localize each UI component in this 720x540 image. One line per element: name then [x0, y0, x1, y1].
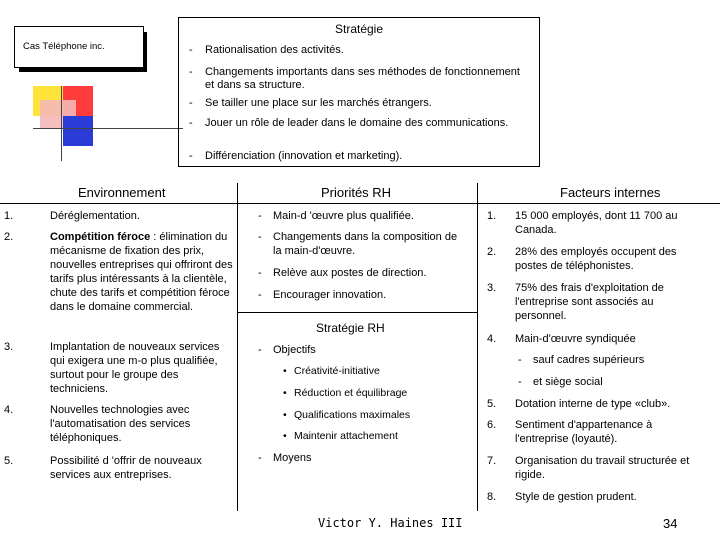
objectif-dot: •	[283, 430, 287, 442]
company-label: Cas Téléphone inc.	[23, 41, 105, 52]
env-num: 5.	[4, 455, 14, 467]
strategy-item: - Différenciation (innovation et marketing).	[189, 150, 403, 162]
strategie-rh-title: Stratégie RH	[316, 321, 385, 335]
objectif-item: Qualifications maximales	[294, 409, 411, 421]
fact-num: 3.	[487, 282, 497, 294]
env-text: Nouvelles technologies avec l'automatisation des services téléphoniques.	[50, 404, 191, 444]
objectif-item: Créativité-initiative	[294, 365, 380, 377]
env-text: Possibilité d 'offrir de nouveaux services aux entreprises.	[50, 455, 202, 481]
fact-text: 75% des frais d'exploitation de l'entreprise sont associés au personnel.	[515, 282, 664, 322]
decor-horizontal-line	[33, 128, 183, 129]
env-lead: Compétition féroce	[50, 231, 151, 243]
strategy-item: - Jouer un rôle de leader dans le domaine des communications.	[189, 117, 509, 129]
objectif-dot: •	[283, 387, 287, 399]
decor-blue-square	[63, 116, 93, 146]
strategie-rh-divider	[237, 312, 477, 313]
page-number: 34	[663, 516, 678, 531]
srh-bullet: -	[258, 344, 262, 356]
fact-text: Organisation du travail structurée et rigide.	[515, 455, 690, 481]
env-num: 3.	[4, 341, 14, 353]
fact-sub-bullet: -	[518, 376, 522, 388]
objectif-dot: •	[283, 365, 287, 377]
objectif-item: Maintenir attachement	[294, 430, 398, 442]
fact-text: Sentiment d'appartenance à l'entreprise (loyauté).	[515, 419, 653, 445]
section-divider	[0, 203, 720, 204]
env-num: 4.	[4, 404, 14, 416]
fact-text: 15 000 employés, dont 11 700 au Canada.	[515, 210, 678, 236]
fact-num: 8.	[487, 491, 497, 503]
prio-bullet: -	[258, 289, 262, 301]
strategy-item: - Rationalisation des activités.	[189, 44, 344, 56]
fact-text: Dotation interne de type «club».	[515, 398, 671, 410]
fact-num: 6.	[487, 419, 497, 431]
fact-text: Style de gestion prudent.	[515, 491, 637, 503]
strategy-box	[178, 17, 540, 167]
footer-author: Victor Y. Haines III	[318, 516, 463, 530]
strategy-title: Stratégie	[334, 22, 384, 36]
column-divider-right	[477, 183, 478, 511]
fact-num: 7.	[487, 455, 497, 467]
srh-bullet: -	[258, 452, 262, 464]
prio-bullet: -	[258, 231, 262, 243]
objectif-item: Réduction et équilibrage	[294, 387, 408, 399]
prio-bullet: -	[258, 267, 262, 279]
company-box	[14, 26, 144, 68]
fact-text: 28% des employés occupent des postes de téléphonistes.	[515, 246, 677, 272]
decor-vertical-line	[61, 86, 62, 161]
env-num: 1.	[4, 210, 14, 222]
fact-num: 2.	[487, 246, 497, 258]
env-text: Déréglementation.	[50, 210, 140, 222]
priorites-title: Priorités RH	[321, 185, 392, 200]
moyens-label: Moyens	[273, 452, 312, 464]
objectifs-label: Objectifs	[273, 344, 316, 356]
fact-text: Main-d'œuvre syndiquée	[515, 333, 636, 345]
prio-item: Relève aux postes de direction.	[273, 267, 427, 279]
facteurs-title: Facteurs internes	[560, 185, 661, 200]
env-text: Implantation de nouveaux services qui exigera une m-o plus qualifiée, surtout pour le groupe des techniciens.	[50, 341, 220, 395]
prio-item: Changements dans la composition de la main-d'œuvre.	[273, 231, 458, 257]
env-num: 2.	[4, 231, 14, 243]
prio-item: Encourager innovation.	[273, 289, 387, 301]
fact-sub-bullet: -	[518, 354, 522, 366]
strategy-item: - Changements importants dans ses méthodes de fonctionnement et dans sa structure.	[189, 66, 520, 91]
prio-bullet: -	[258, 210, 262, 222]
fact-num: 5.	[487, 398, 497, 410]
strategy-item: - Se tailler une place sur les marchés étrangers.	[189, 97, 432, 109]
env-text: Compétition féroce : élimination du mécanisme de fixation des prix, nouvelles entreprises qui offriront des tarifs plus intéressants à la clientèle, chute des tarifs et compétition féroce dans le domaine commercial.	[50, 231, 233, 313]
prio-item: Main-d 'œuvre plus qualifiée.	[273, 210, 414, 222]
environnement-title: Environnement	[78, 185, 166, 200]
fact-num: 4.	[487, 333, 497, 345]
fact-num: 1.	[487, 210, 497, 222]
fact-sub: et siège social	[533, 376, 603, 388]
column-divider-left	[237, 183, 238, 511]
objectif-dot: •	[283, 409, 287, 421]
fact-sub: sauf cadres supérieurs	[533, 354, 645, 366]
